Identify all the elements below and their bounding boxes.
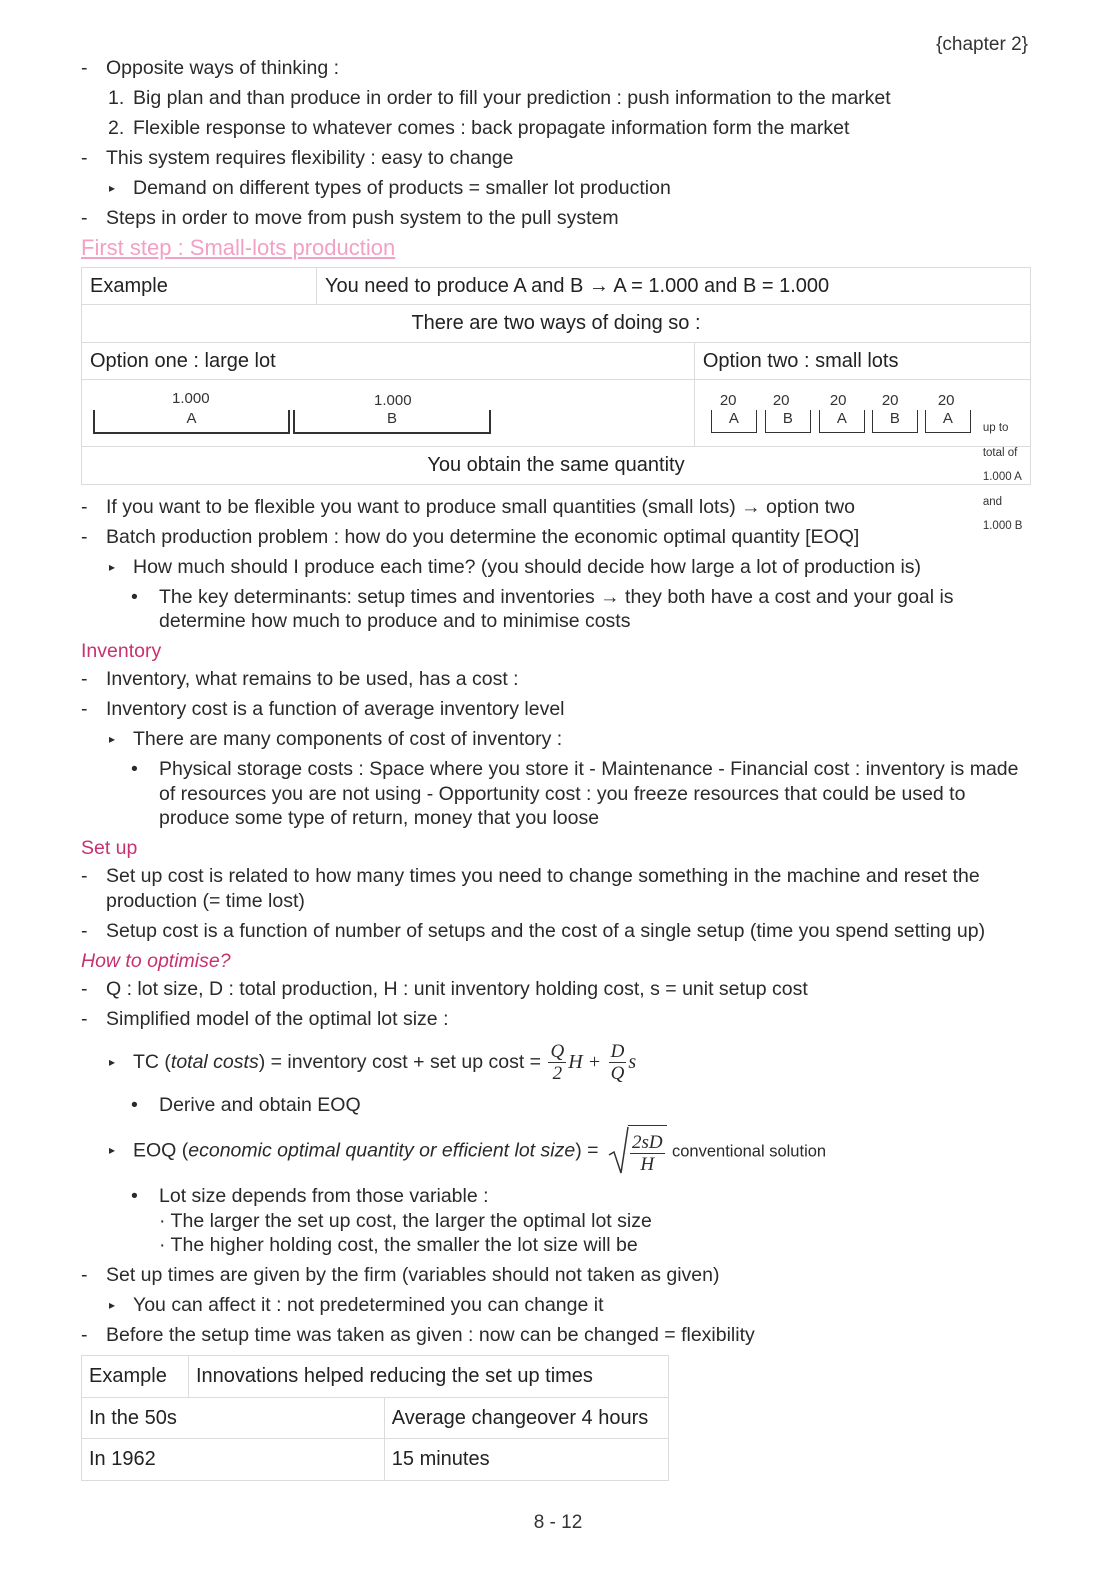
section-title-optimise: How to optimise? [81,949,231,972]
lot-quantity: 20 [772,392,790,409]
list-item: - Opposite ways of thinking : [81,56,1036,81]
option-one-label: Option one : large lot [82,342,695,380]
sub-sub-list-item: • Derive and obtain EOQ [81,1093,1036,1118]
lot-quantity: 1.000 [374,392,412,409]
small-lot-block: A [819,410,865,433]
section-title-inventory: Inventory [81,639,162,662]
intro-list [81,56,1036,231]
large-lot-diagram [82,380,695,447]
small-lot-diagram [694,380,1030,532]
after-table-list [81,495,1036,634]
sub-sub-list-item: • The key determinants: setup times and inventories → they both have a cost and your goal is determine how much to produce and to minimise costs [81,585,1036,634]
lot-line: · The higher holding cost, the smaller the lot size will be [159,1234,638,1256]
lot-quantity: 20 [881,392,899,409]
optimise-list [81,977,1036,1347]
value-cell: Average changeover 4 hours [384,1397,668,1439]
lot-line: · The larger the set up cost, the larger the optimal lot size [159,1209,652,1232]
example-label: Example [82,267,317,305]
list-item: - Inventory cost is a function of average inventory level [81,697,1036,722]
eoq-note: conventional solution [671,1142,827,1161]
sub-sub-list-item: • Physical storage costs : Space where you store it - Maintenance - Financial cost : inventory is made of resources you are not using - Opportunity cost : you freeze resources that could be used to produce some type of return, money that you loose [81,757,1036,831]
fraction-d-over-q: $\frac{D}{Q}$ [610,1041,625,1085]
small-lot-note: up to total of 1.000 A and 1.000 B [982,422,1023,532]
example-task: You need to produce A and B → A = 1.000 and B = 1.000 [317,267,1031,305]
fraction-q-over-2: $\frac{Q}{2}$ [550,1041,565,1085]
option-two-label: Option two : small lots [694,342,1030,380]
example-ways: There are two ways of doing so : [82,305,1031,343]
example-conclusion: You obtain the same quantity [82,447,1031,485]
list-item: - Set up cost is related to how many times you need to change something in the machine and reset the production (= time lost) [81,864,1036,913]
setup-list [81,864,1036,943]
list-item: - Steps in order to move from push system to the pull system [81,206,1036,231]
example-2-label: Example [82,1356,189,1398]
list-item: - Q : lot size, D : total production, H : unit inventory holding cost, s = unit setup cost [81,977,1036,1002]
example-2-title: Innovations helped reducing the set up times [189,1356,669,1398]
numbered-item: 2. Flexible response to whatever comes : back propagate information form the market [108,117,850,139]
lot-quantity: 20 [829,392,847,409]
sub-list-item: ▸ Demand on different types of products = smaller lot production [81,176,1036,201]
numbered-item: 1. Big plan and than produce in order to fill your prediction : push information to the market [108,87,891,109]
square-root [608,1125,667,1178]
list-item: - Setup cost is a function of number of setups and the cost of a single setup (time you spend setting up) [81,919,1036,944]
list-item: - Batch production problem : how do you determine the economic optimal quantity [EOQ] [81,525,1036,550]
lot-block-b: B [293,410,491,434]
table-row [82,1397,669,1439]
small-lot-block: A [925,410,971,433]
sub-list-item: ▸ You can affect it : not predetermined you can change it [81,1293,1036,1318]
list-item: - If you want to be flexible you want to produce small quantities (small lots) → option two [81,495,1036,520]
value-cell: 15 minutes [384,1439,668,1481]
list-item: - Before the setup time was taken as given : now can be changed = flexibility [81,1323,1036,1348]
lot-quantity: 20 [719,392,737,409]
list-item: - Simplified model of the optimal lot size : [81,1007,1036,1032]
section-title-setup: Set up [81,836,138,859]
page-number: 8 - 12 [533,1512,583,1533]
list-item: - This system requires flexibility : easy to change [81,146,1036,171]
eoq-formula-item: ▸ EOQ (economic optimal quantity or efficient lot size) = $\frac{2sD}{H}$ conventional solution [81,1125,1036,1178]
sub-list-item: ▸ How much should I produce each time? (you should decide how large a lot of production is) [81,555,1036,580]
small-lot-block: B [765,410,811,433]
sub-list-item: ▸ There are many components of cost of inventory : [81,727,1036,752]
list-item: - Inventory, what remains to be used, has a cost : [81,667,1036,692]
lot-block-a: A [93,410,290,434]
tc-formula-item: ▸ TC (total costs) = inventory cost + set up cost = $\frac{Q}{2}$ H + $\frac{D}{Q}$ s [81,1037,1036,1087]
inventory-list [81,667,1036,831]
sub-sub-list-item: • Lot size depends from those variable : [81,1184,1036,1209]
chapter-label: {chapter 2} [936,34,1028,55]
small-lot-block: A [711,410,757,433]
lot-quantity: 20 [937,392,955,409]
list-item: - Set up times are given by the firm (variables should not taken as given) [81,1263,1036,1288]
table-row [82,1439,669,1481]
lot-quantity: 1.000 [172,390,210,407]
section-title-first-step: First step : Small-lots production [81,235,396,260]
small-lot-block: B [872,410,918,433]
example-table-2 [81,1355,669,1481]
fraction-2sd-over-h: $\frac{2sD}{H}$ [631,1132,663,1176]
page-content [81,56,1036,1481]
period-cell: In the 50s [82,1397,385,1439]
period-cell: In 1962 [82,1439,385,1481]
